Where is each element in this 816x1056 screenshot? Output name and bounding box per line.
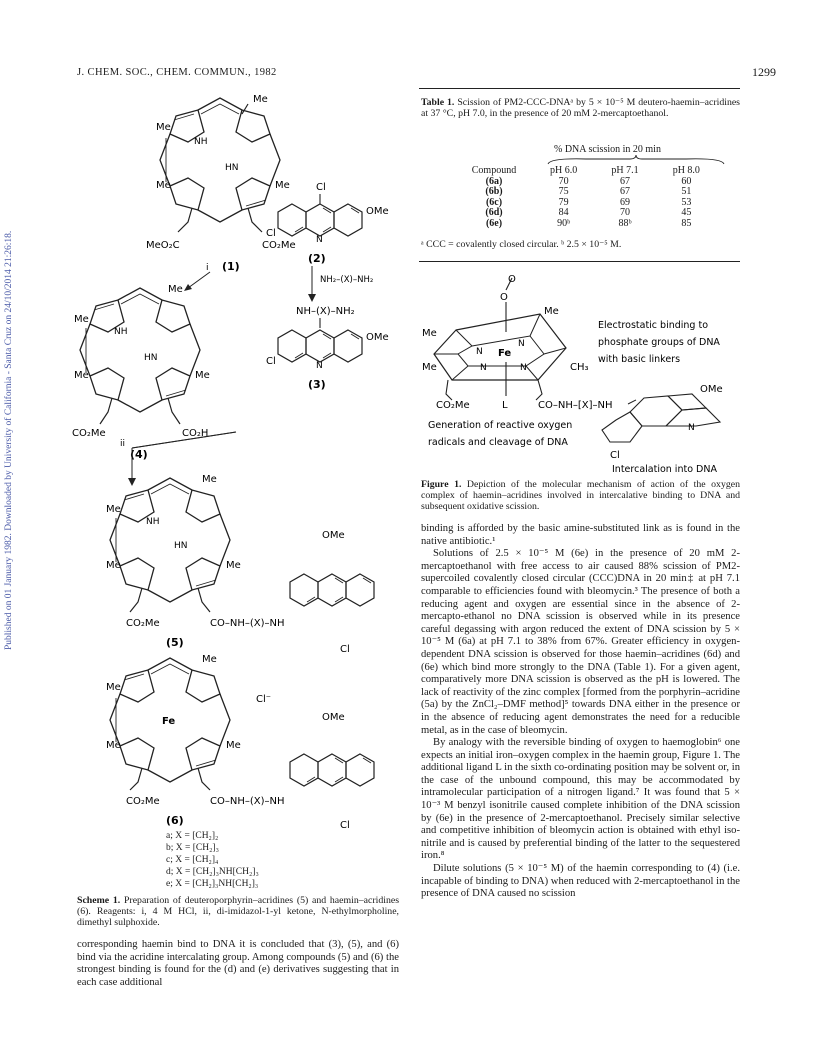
cell: (6e) [485, 217, 503, 229]
step-i: i [206, 263, 209, 273]
c2-ome: OMe [366, 206, 389, 217]
right-paragraph-4: Dilute solutions (5 × 10⁻⁵ M) of the haemin corresponding to (4) (i.e. incapable of binding to DNA) when reduced with 2-mercaptoethanol in the presence of DNA caused no scission [421, 863, 740, 900]
c5-me-right: Me [226, 560, 241, 571]
fig-o-top: O [508, 274, 516, 285]
scheme-caption-label: Scheme 1. [77, 895, 121, 906]
left-body-text [77, 939, 399, 989]
label-5: (5) [166, 636, 184, 649]
fig-label-electrostatic-2: phosphate groups of DNA [598, 337, 720, 348]
cell: 90ᵇ [557, 217, 571, 229]
fig-n2: N [518, 339, 525, 349]
fig-cl: Cl [610, 450, 620, 461]
table-row [455, 219, 717, 230]
table-bottom-rule [419, 261, 740, 262]
cell: (6d) [485, 207, 503, 218]
fig-label-generation-1: Generation of reactive oxygen [428, 420, 573, 431]
right-body-text [421, 523, 740, 901]
substituent-c: c; X = [CH₂]₄ [166, 855, 219, 865]
table-group-brace [546, 155, 726, 165]
table-top-rule [419, 88, 740, 89]
col-ph71: pH 7.1 [611, 165, 639, 176]
cell: 53 [681, 196, 692, 208]
c6-clminus: Cl⁻ [256, 694, 272, 705]
table-group-header: % DNA scission in 20 min [554, 144, 661, 155]
fig-n1: N [476, 347, 483, 357]
substituent-a: a; X = [CH₂]₂ [166, 831, 219, 841]
fig-me-3: Me [422, 362, 437, 373]
cell: 75 [558, 186, 569, 197]
c1-co2me: CO₂Me [262, 240, 296, 251]
cell: (6c) [485, 196, 503, 208]
substituent-b: b; X = [CH₂]₃ [166, 843, 219, 853]
table-title [421, 97, 740, 119]
c1-nh: NH [194, 137, 208, 147]
c3-ome: OMe [366, 332, 389, 343]
cell: 67 [619, 175, 630, 187]
c4-hn: HN [144, 353, 158, 363]
page-number: 1299 [752, 65, 776, 79]
c4-nh: NH [114, 327, 128, 337]
c5-ome: OMe [322, 530, 345, 541]
table-row [455, 208, 717, 219]
c6-me-right: Me [226, 740, 241, 751]
table-header-row [455, 166, 717, 177]
c5-cl: Cl [340, 644, 350, 655]
c6-me-top: Me [202, 654, 217, 665]
c2-cl-left: Cl [266, 228, 276, 239]
label-2: (2) [308, 252, 326, 265]
cell: 88ᵇ [618, 217, 632, 229]
c6-co2me: CO₂Me [126, 796, 160, 807]
label-3: (3) [308, 378, 326, 391]
right-paragraph-2: Solutions of 2.5 × 10⁻⁵ M (6e) in the presence of 20 mM 2-mercaptoethanol with free access to air caused 88% scission of PM2-supercoiled covalently closed circular (CCC)DNA in 20 min‡ at pH 7.1 comparable to efficiencies found with bleomycin.³ The presence of both a reducing agent and oxygen are essential since in the absence of 2-mercapto-ethanol no DNA scission is observed while in its presence careful degassing with argon reduced the extent of DNA scission by 5 × 10⁻⁵ M (6a) at pH 7.1 to 38% from 67%. Greater efficiency in oxygen-dependent DNA scission is observed for those haemin–acridines (6d) and (6e) which bind more strongly to the DNA (Table 1). For a given agent, comparatively more DNA scission is observed as the pH is lowered. The lack of reactivity of the zinc complex [formed from the porphyrin–acridine (5a) by the ZnCl₂–DMF method]⁵ towards DNA either in the presence or in the absence of reducing agent demonstrates the need for a reducible metal, as in the case of bleomycin. [421, 548, 740, 736]
c5-co2me: CO₂Me [126, 618, 160, 629]
cell: 67 [619, 186, 630, 197]
cell: (6b) [485, 186, 503, 197]
fig-label-intercalation: Intercalation into DNA [612, 464, 717, 475]
c1-meo2c: MeO₂C [146, 240, 180, 251]
table-title-label: Table 1. [421, 97, 455, 108]
col-ph8: pH 8.0 [672, 165, 700, 176]
cell: 70 [619, 207, 630, 218]
scheme-caption [77, 895, 399, 928]
fig-n3: N [480, 363, 487, 373]
c4-co2h: CO₂H [182, 428, 209, 439]
col-compound: Compound [471, 165, 517, 176]
c6-ome: OMe [322, 712, 345, 723]
c1-me-top: Me [253, 94, 268, 105]
c5-me-top: Me [202, 474, 217, 485]
c4-me-left: Me [74, 314, 89, 325]
fig-l: L [502, 400, 508, 411]
c5-hn: HN [174, 541, 188, 551]
fig-n-acr: N [688, 423, 695, 433]
journal-header: J. CHEM. SOC., CHEM. COMMUN., 1982 [77, 67, 277, 78]
scission-table [455, 166, 717, 229]
table-row [455, 187, 717, 198]
c5-me-left: Me [106, 504, 121, 515]
cell: 84 [558, 207, 569, 218]
cell: 79 [558, 196, 569, 208]
c3-amine: NH–(X)–NH₂ [296, 306, 355, 317]
right-paragraph-1: binding is afforded by the basic amine-substituted link as is found in the native antibiotic.¹ [421, 523, 740, 547]
cell: 60 [681, 175, 692, 187]
table-footnote: ᵃ CCC = covalently closed circular. ᵇ 2.5 × 10⁻⁵ M. [421, 239, 622, 250]
fig-ome: OMe [700, 384, 723, 395]
fig-fe: Fe [498, 348, 512, 359]
left-paragraph: corresponding haemin bind to DNA it is concluded that (3), (5), and (6) bind via the acridine intercalating group. Among compounds (5) and (6) the strongest binding is found for the (d) and (e) derivatives suggesting that in each case additional [77, 939, 399, 988]
substituent-d: d; X = [CH₂]₃NH[CH₂]₃ [166, 867, 259, 877]
cell: 70 [558, 175, 569, 187]
c1-me-left: Me [156, 122, 171, 133]
c4-me-left2: Me [74, 370, 89, 381]
c1-me-right: Me [275, 180, 290, 191]
c4-me-top: Me [168, 284, 183, 295]
c6-me-left2: Me [106, 740, 121, 751]
c6-link: CO–NH–(X)–NH [210, 796, 285, 807]
step-reagent: NH₂–(X)–NH₂ [320, 275, 374, 285]
fig-me-1: Me [544, 306, 559, 317]
fig-label-generation-2: radicals and cleavage of DNA [428, 437, 568, 448]
figure-caption-text: Depiction of the molecular mechanism of action of the oxygen complex of haemin–acridines involved in intercalative binding to DNA and subsequent oxidative scission. [421, 479, 740, 512]
c3-cl: Cl [266, 356, 276, 367]
c1-me-left2: Me [156, 180, 171, 191]
scheme-caption-text: Preparation of deuteroporphyrin–acridines (5) and haemin–acridines (6). Reagents: i, 4 M HCl, ii, di-imidazol-1-yl ketone, N-ethylmorpholine, dimethyl sulphoxide. [77, 895, 400, 928]
fig-label-electrostatic-1: Electrostatic binding to [598, 320, 709, 331]
fig-n4: N [520, 363, 527, 373]
scheme-1-drawing [70, 90, 410, 830]
figure-caption [421, 479, 740, 512]
cell: (6a) [485, 175, 503, 187]
c2-n: N [316, 235, 323, 245]
label-4: (4) [130, 448, 148, 461]
c4-co2me: CO₂Me [72, 428, 106, 439]
c4-me-right: Me [195, 370, 210, 381]
right-paragraph-3: By analogy with the reversible binding of oxygen to haemoglobin⁶ one expects an initial iron–oxygen complex in the haemin group, Figure 1. The additional ligand L in the sixth co-ordinating position may be solvent or, in the case of the unbound compound, this may be accommodated by intramolecular participation of a nitrogen ligand.⁷ It was found that 5 × 10⁻³ M benzyl isonitrile caused complete inhibition of the DNA scission by (6e) in the presence of 2-mercaptoethanol. Precisely similar selective and competitive inhibition of bleomycin action is obtained with ethyl iso-nitrile and is caused by preferential binding of the latter to the sequestered iron.⁸ [421, 737, 740, 862]
fig-label-electrostatic-3: with basic linkers [598, 354, 681, 365]
figure-caption-label: Figure 1. [421, 479, 462, 490]
provenance-sidebar: Published on 01 January 1982. Downloaded by University of California - Santa Cruz on 24/10/2014 21:26:18. [4, 230, 14, 650]
cell: 45 [681, 207, 692, 218]
fig-co2me: CO₂Me [436, 400, 470, 411]
col-ph6: pH 6.0 [550, 165, 578, 176]
label-6: (6) [166, 814, 184, 827]
c3-n: N [316, 361, 323, 371]
c1-hn: HN [225, 163, 239, 173]
c5-link: CO–NH–(X)–NH [210, 618, 285, 629]
fig-ch3: CH₃ [570, 362, 589, 373]
table-title-text: Scission of PM2-CCC-DNAᵃ by 5 × 10⁻⁵ M deutero-haemin–acridines at 37 °C, pH 7.0, in the presence of 20 mM 2-mercaptoethanol. [421, 97, 740, 119]
c6-cl: Cl [340, 820, 350, 830]
label-1: (1) [222, 260, 240, 273]
c5-me-left2: Me [106, 560, 121, 571]
substituent-e: e; X = [CH₂]₃NH[CH₂]₃ [166, 879, 259, 889]
cell: 85 [681, 217, 692, 229]
cell: 69 [619, 196, 630, 208]
c6-fe: Fe [162, 716, 176, 727]
cell: 51 [681, 186, 692, 197]
c2-cl-top: Cl [316, 182, 326, 193]
step-ii: ii [120, 439, 126, 449]
fig-me-2: Me [422, 328, 437, 339]
fig-o-bottom: O [500, 292, 508, 303]
c5-nh: NH [146, 517, 160, 527]
substituent-list [166, 830, 366, 890]
fig-link: CO–NH–[X]–NH [538, 400, 613, 411]
figure-1-drawing [420, 270, 742, 475]
c6-me-left: Me [106, 682, 121, 693]
